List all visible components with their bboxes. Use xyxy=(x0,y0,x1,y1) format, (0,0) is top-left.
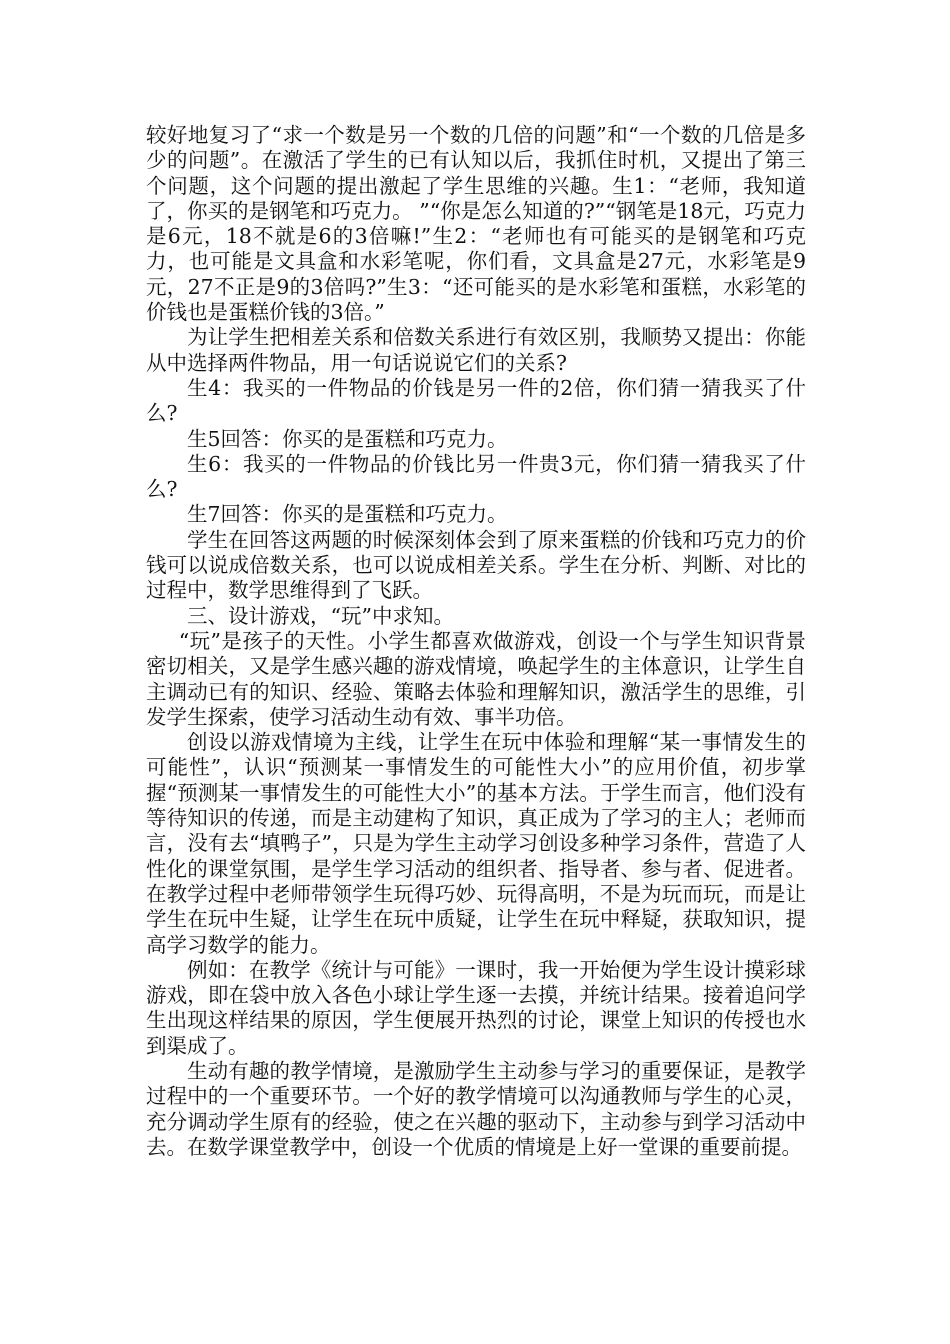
paragraph-student-6: 生6：我买的一件物品的价钱比另一件贵3元，你们猜一猜我买了什么? xyxy=(146,451,806,502)
paragraph-student-7: 生7回答：你买的是蛋糕和巧克力。 xyxy=(187,502,508,527)
paragraph-play-nature: “玩”是孩子的天性。小学生都喜欢做游戏，创设一个与学生知识背景密切相关，又是学生感兴趣的游戏情境，唤起学生的主体意识，让学生自主调动已有的知识、经验、策略去体验和理解知识，激活学生的思维，引发学生探索，使学习活动生动有效、事半功倍。 xyxy=(146,628,806,729)
document-body xyxy=(146,123,806,1160)
paragraph-student-5: 生5回答：你买的是蛋糕和巧克力。 xyxy=(187,426,508,451)
paragraph-continuation: 较好地复习了“求一个数是另一个数的几倍的问题”和“一个数的几倍是多少的问题”。在激活了学生的已有认知以后，我抓住时机，又提出了第三个问题，这个问题的提出激起了学生思维的兴趣。生1：“老师，我知道了，你买的是钢笔和巧克力。 ”“你是怎么知道的?”“钢笔是18元，巧克力是6元，18不就是6的3倍嘛!”生2：“老师也有可能买的是钢笔和巧克力，也可能是文具盒和水彩笔呢，你们看，文具盒是27元，水彩笔是9元，27不正是9的3倍吗?”生3：“还可能买的是水彩笔和蛋糕，水彩笔的价钱也是蛋糕价钱的3倍。” xyxy=(146,123,806,325)
paragraph-distinguish-relations: 为让学生把相差关系和倍数关系进行有效区别，我顺势又提出：你能从中选择两件物品，用一句话说说它们的关系? xyxy=(146,325,806,375)
section-heading-3: 三、设计游戏，“玩”中求知。 xyxy=(187,603,454,628)
paragraph-conclusion: 生动有趣的教学情境，是激励学生主动参与学习的重要保证，是教学过程中的一个重要环节。一个好的教学情境可以沟通教师与学生的心灵，充分调动学生原有的经验，使之在兴趣的驱动下，主动参与到学习活动中去。在数学课堂教学中，创设一个优质的情境是上好一堂课的重要前提。 xyxy=(146,1058,806,1159)
paragraph-game-scenario: 创设以游戏情境为主线，让学生在玩中体验和理解“某一事情发生的可能性”，认识“预测某一事情发生的可能性大小”的应用价值，初步掌握“预测某一事情发生的可能性大小”的基本方法。于学生而言，他们没有等待知识的传递，而是主动建构了知识，真正成为了学习的主人；老师而言，没有去“填鸭子”，只是为学生主动学习创设多种学习条件，营造了人性化的课堂氛围，是学生学习活动的组织者、指导者、参与者、促进者。在教学过程中老师带领学生玩得巧妙、玩得高明，不是为玩而玩，而是让学生在玩中生疑，让学生在玩中质疑，让学生在玩中释疑，获取知识，提高学习数学的能力。 xyxy=(146,730,806,957)
paragraph-student-4: 生4：我买的一件物品的价钱是另一件的2倍，你们猜一猜我买了什么? xyxy=(146,375,806,426)
paragraph-example: 例如：在教学《统计与可能》一课时，我一开始便为学生设计摸彩球游戏，即在袋中放入各色小球让学生逐一去摸，并统计结果。接着追问学生出现这样结果的原因，学生便展开热烈的讨论，课堂上知识的传授也水到渠成了。 xyxy=(146,957,806,1058)
paragraph-reflection: 学生在回答这两题的时候深刻体会到了原来蛋糕的价钱和巧克力的价钱可以说成倍数关系，也可以说成相差关系。学生在分析、判断、对比的过程中，数学思维得到了飞跃。 xyxy=(146,527,806,603)
